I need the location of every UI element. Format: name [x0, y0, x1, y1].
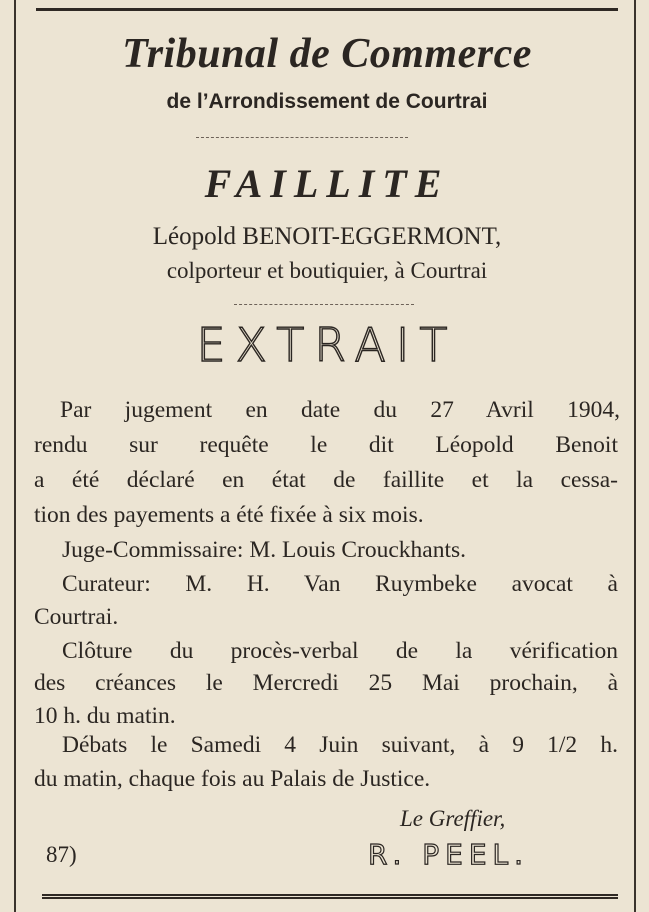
top-rule: [36, 8, 618, 11]
court-title: Tribunal de Commerce: [122, 31, 532, 77]
body-line: Clôture du procès-verbal de la vérification: [62, 638, 618, 664]
divider-rule: [234, 304, 414, 305]
court-subtitle: de l’Arrondissement de Courtrai: [166, 90, 488, 113]
debtor-name: Léopold BENOIT-EGGERMONT,: [152, 223, 502, 250]
notice-heading: FAILLITE: [204, 161, 450, 206]
body-line: 10 h. du matin.: [34, 703, 176, 729]
body-line: Juge-Commissaire: M. Louis Crouckhants.: [62, 537, 467, 563]
body-line: Courtrai.: [34, 604, 119, 630]
page-border-right: [634, 0, 636, 912]
body-line: du matin, chaque fois au Palais de Justice.: [34, 766, 431, 792]
body-line: a été déclaré en état de faillite et la cessa-: [34, 467, 618, 493]
divider-rule: [196, 137, 408, 138]
body-line: des créances le Mercredi 25 Mai prochain, à: [34, 670, 618, 696]
body-line: Débats le Samedi 4 Juin suivant, à 9 1/2 h.: [62, 732, 618, 758]
body-line: Par jugement en date du 27 Avril 1904,: [60, 397, 620, 423]
reference-number: 87): [46, 842, 77, 867]
body-line: Curateur: M. H. Van Ruymbeke avocat à: [62, 571, 618, 597]
page-border-left: [14, 0, 16, 912]
body-line: rendu sur requête le dit Léopold Benoit: [34, 432, 618, 458]
extract-title: EXTRAIT: [196, 318, 458, 372]
body-line: tion des payements a été fixée à six mois.: [34, 502, 424, 528]
debtor-profession: colporteur et boutiquier, à Courtrai: [166, 258, 488, 283]
signature: R. PEEL.: [368, 838, 530, 871]
bottom-rule: [42, 894, 618, 900]
greffier-label: Le Greffier,: [400, 806, 506, 831]
